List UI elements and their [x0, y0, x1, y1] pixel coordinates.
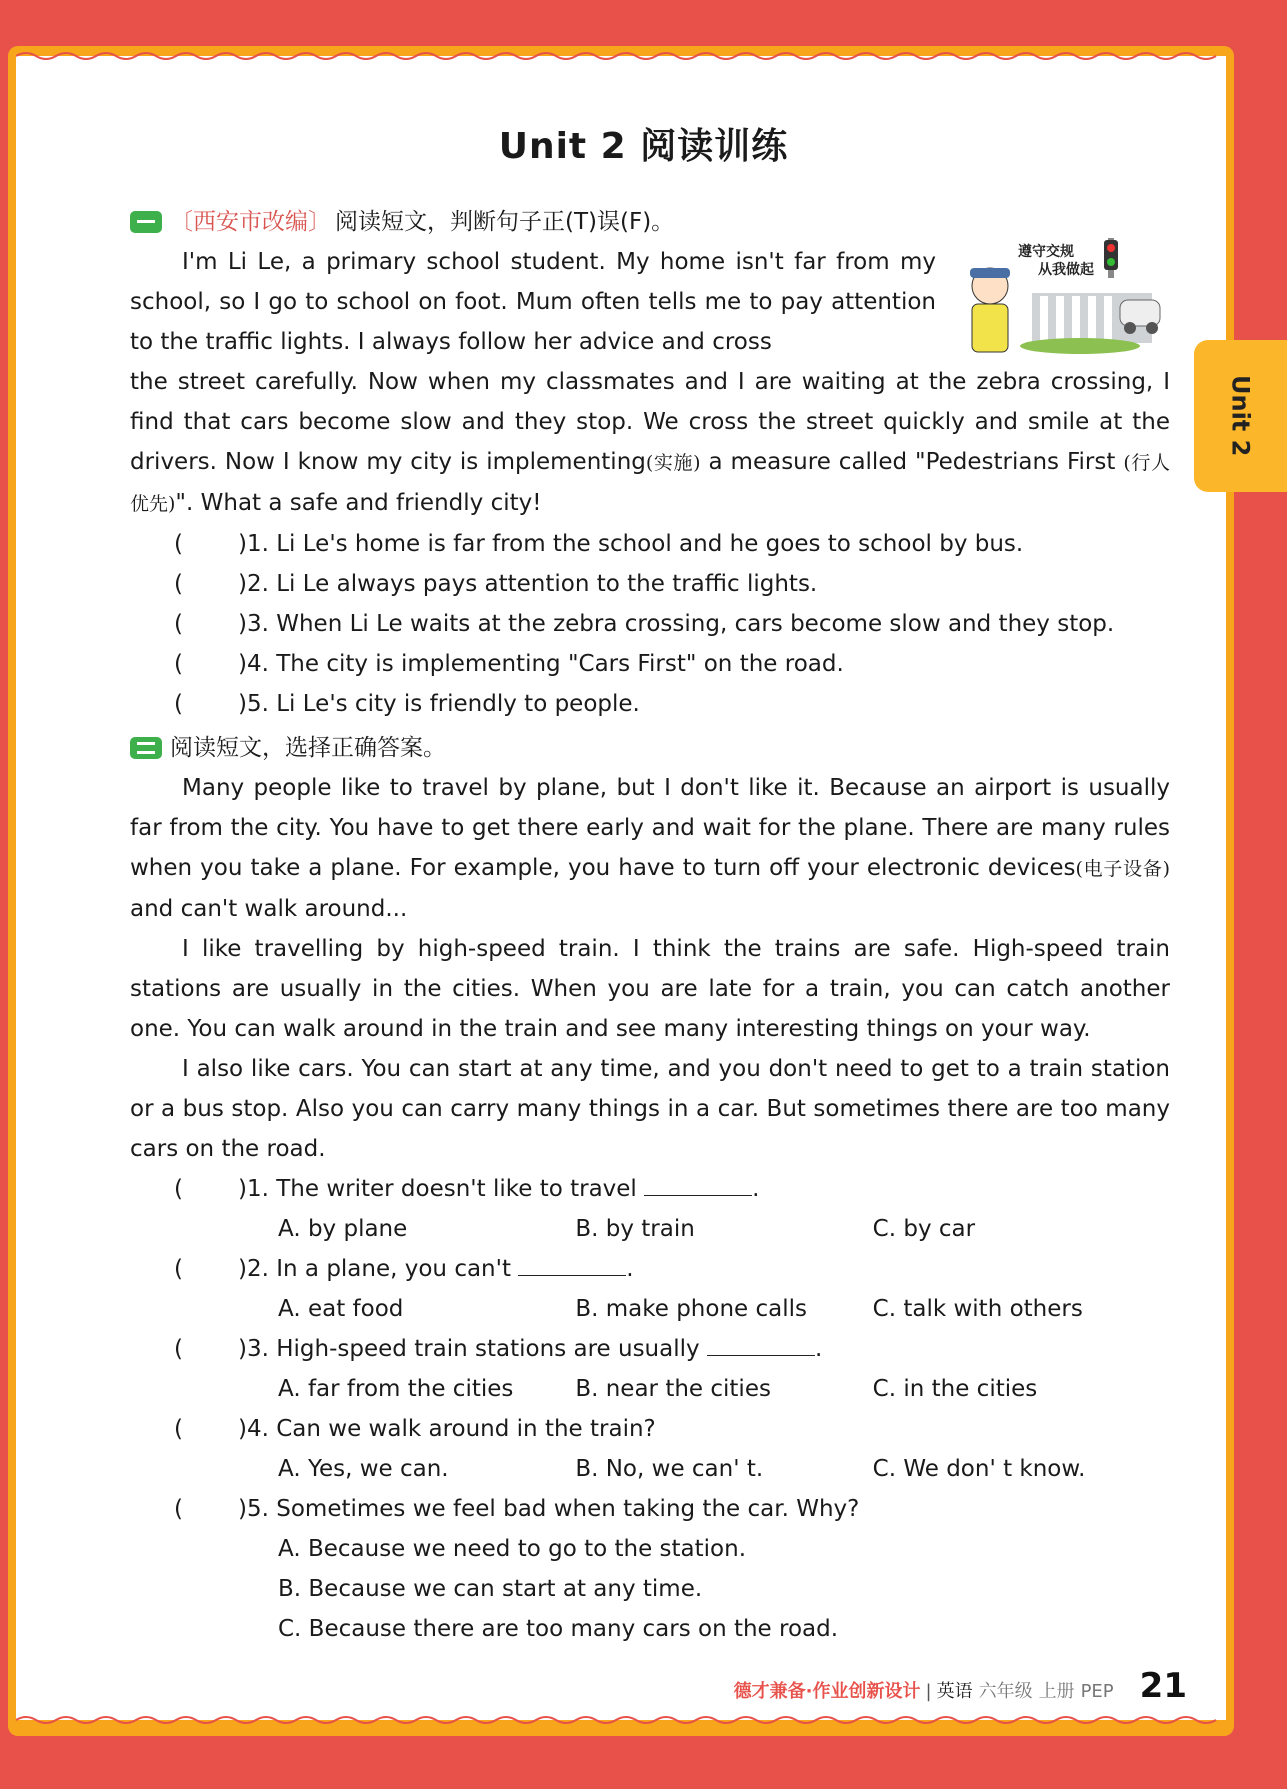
unit-tab-label: Unit 2 — [1226, 375, 1255, 457]
option-b[interactable]: B. Because we can start at any time. — [278, 1576, 703, 1602]
tf-question-2[interactable]: ( )2. Li Le always pays attention to the traffic lights. — [174, 571, 818, 597]
illustration-caption-1: 遵守交规 — [1018, 244, 1074, 260]
passage-text-b: a measure called "Pedestrians First — [700, 449, 1116, 475]
mc-question-3-options — [130, 1369, 1170, 1409]
mc-question-5-text: 5. Sometimes we feel bad when taking the car. Why? — [246, 1496, 860, 1522]
passage-text-c: ". What a safe and friendly city! — [175, 490, 542, 516]
p1-text-a: Many people like to travel by plane, but I don't like it. Because an airport is usually far from the city. You have to get there early and wait for the plane. There are many rules when you take a plane. For example, you have to turn off your electronic devices — [130, 775, 1170, 881]
tf-question-4[interactable]: ( )4. The city is implementing "Cars First" on the road. — [174, 651, 844, 677]
section2-instruction: 阅读短文，选择正确答案。 — [170, 735, 446, 761]
section1-passage-part1: I'm Li Le, a primary school student. My home isn't far from my school, so I go to school on foot. Mum often tells me to pay attention to the traffic lights. I always follow her advice and cross — [130, 249, 936, 355]
option-c[interactable]: C. We don' t know. — [872, 1456, 1086, 1482]
mc-question-5[interactable]: ( )5. Sometimes we feel bad when taking the car. Why? — [174, 1496, 860, 1522]
option-b[interactable]: B. make phone calls — [575, 1296, 807, 1322]
mc-question-1-text: 1. The writer doesn't like to travel — [246, 1176, 637, 1202]
footer-brand: 德才兼备·作业创新设计 — [733, 1681, 921, 1702]
illustration-caption-2: 从我做起 — [1038, 262, 1094, 278]
tf-question-3[interactable]: ( )3. When Li Le waits at the zebra crossing, cars become slow and they stop. — [174, 611, 1115, 637]
mc-question-3[interactable]: ( )3. High-speed train stations are usually . — [130, 1329, 1170, 1369]
mc-question-2-text: 2. In a plane, you can't — [246, 1256, 511, 1282]
question-end: . — [752, 1176, 760, 1202]
tf-question-3-text: 3. When Li Le waits at the zebra crossing, cars become slow and they stop. — [246, 611, 1115, 637]
answer-blank[interactable] — [518, 1253, 626, 1276]
tf-question-2-text: 2. Li Le always pays attention to the traffic lights. — [246, 571, 818, 597]
unit-tab — [1194, 340, 1287, 492]
question-end: . — [626, 1256, 634, 1282]
page-footer — [734, 1666, 1187, 1706]
tf-question-5-text: 5. Li Le's city is friendly to people. — [246, 691, 640, 717]
section2-paragraph-3: I also like cars. You can start at any time, and you don't need to get to a train station or a bus stop. Also you can carry many things in a car. But sometimes there are too many cars on the road. — [130, 1056, 1170, 1162]
tf-question-5[interactable]: ( )5. Li Le's city is friendly to people. — [174, 691, 640, 717]
option-c[interactable]: C. by car — [872, 1216, 976, 1242]
wave-border-bottom — [16, 1714, 1226, 1726]
section2-header — [130, 728, 1170, 768]
page-title: Unit 2 阅读训练 — [498, 126, 789, 167]
note-pedestrians: (行人优先) — [130, 452, 1170, 515]
answer-blank[interactable] — [707, 1333, 815, 1356]
mc-question-4-text: 4. Can we walk around in the train? — [246, 1416, 656, 1442]
worksheet-content — [130, 200, 1170, 1649]
mc-question-2-options — [130, 1289, 1170, 1329]
mc-question-4[interactable]: ( )4. Can we walk around in the train? — [174, 1416, 656, 1442]
option-a[interactable]: A. by plane — [278, 1216, 408, 1242]
mc-question-1[interactable]: ( )1. The writer doesn't like to travel . — [130, 1169, 1170, 1209]
section-one-badge-icon — [130, 211, 162, 233]
page-number: 21 — [1139, 1666, 1187, 1706]
option-a[interactable]: A. far from the cities — [278, 1376, 514, 1402]
option-a[interactable]: A. Because we need to go to the station. — [278, 1536, 747, 1562]
question-end: . — [814, 1336, 823, 1362]
option-a[interactable]: A. eat food — [278, 1296, 404, 1322]
wave-border-top — [16, 50, 1226, 62]
section2-paragraph-2: I like travelling by high-speed train. I think the trains are safe. High-speed train stations are usually in the cities. When you are late for a train, you can catch another one. You can walk around in the train and see many interesting things on your way. — [130, 936, 1170, 1042]
option-b[interactable]: B. near the cities — [575, 1376, 771, 1402]
option-c[interactable]: C. Because there are too many cars on the road. — [278, 1616, 839, 1642]
tf-question-1[interactable]: ( )1. Li Le's home is far from the school and he goes to school by bus. — [174, 531, 1024, 557]
option-c[interactable]: C. talk with others — [872, 1296, 1083, 1322]
tf-question-4-text: 4. The city is implementing "Cars First" on the road. — [246, 651, 844, 677]
option-c[interactable]: C. in the cities — [872, 1376, 1038, 1402]
note-devices: (电子设备) — [1075, 858, 1170, 880]
footer-volume: 上册 — [1038, 1681, 1075, 1702]
section1-source: 〔西安市改编〕 — [170, 209, 331, 235]
p1-text-b: and can't walk around... — [130, 896, 408, 922]
tf-question-1-text: 1. Li Le's home is far from the school and he goes to school by bus. — [246, 531, 1024, 557]
passage-text-a: the street carefully. Now when my classmates and I are waiting at the zebra crossing, I find that cars become slow and they stop. We cross the street quickly and smile at the drivers. Now I know my city is implementing — [130, 369, 1170, 475]
option-b[interactable]: B. No, we can' t. — [575, 1456, 764, 1482]
section1-passage-part2 — [130, 362, 1170, 524]
mc-question-4-options — [130, 1449, 1170, 1489]
footer-grade: 六年级 — [978, 1681, 1033, 1702]
note-implementing: (实施) — [645, 452, 701, 474]
footer-separator: | — [925, 1681, 932, 1702]
mc-question-3-text: 3. High-speed train stations are usually — [246, 1336, 700, 1362]
footer-edition: PEP — [1080, 1681, 1114, 1702]
section2-paragraph-1 — [130, 768, 1170, 929]
option-a[interactable]: A. Yes, we can. — [278, 1456, 449, 1482]
section-two-badge-icon — [130, 737, 162, 759]
answer-blank[interactable] — [644, 1173, 752, 1196]
option-b[interactable]: B. by train — [575, 1216, 695, 1242]
section1-instruction: 阅读短文，判断句子正(T)误(F)。 — [335, 209, 675, 235]
section1-header — [130, 202, 1170, 242]
mc-question-2[interactable]: ( )2. In a plane, you can't . — [130, 1249, 1170, 1289]
mc-question-5-options — [130, 1529, 1170, 1649]
footer-subject: 英语 — [936, 1681, 973, 1702]
mc-question-1-options — [130, 1209, 1170, 1249]
